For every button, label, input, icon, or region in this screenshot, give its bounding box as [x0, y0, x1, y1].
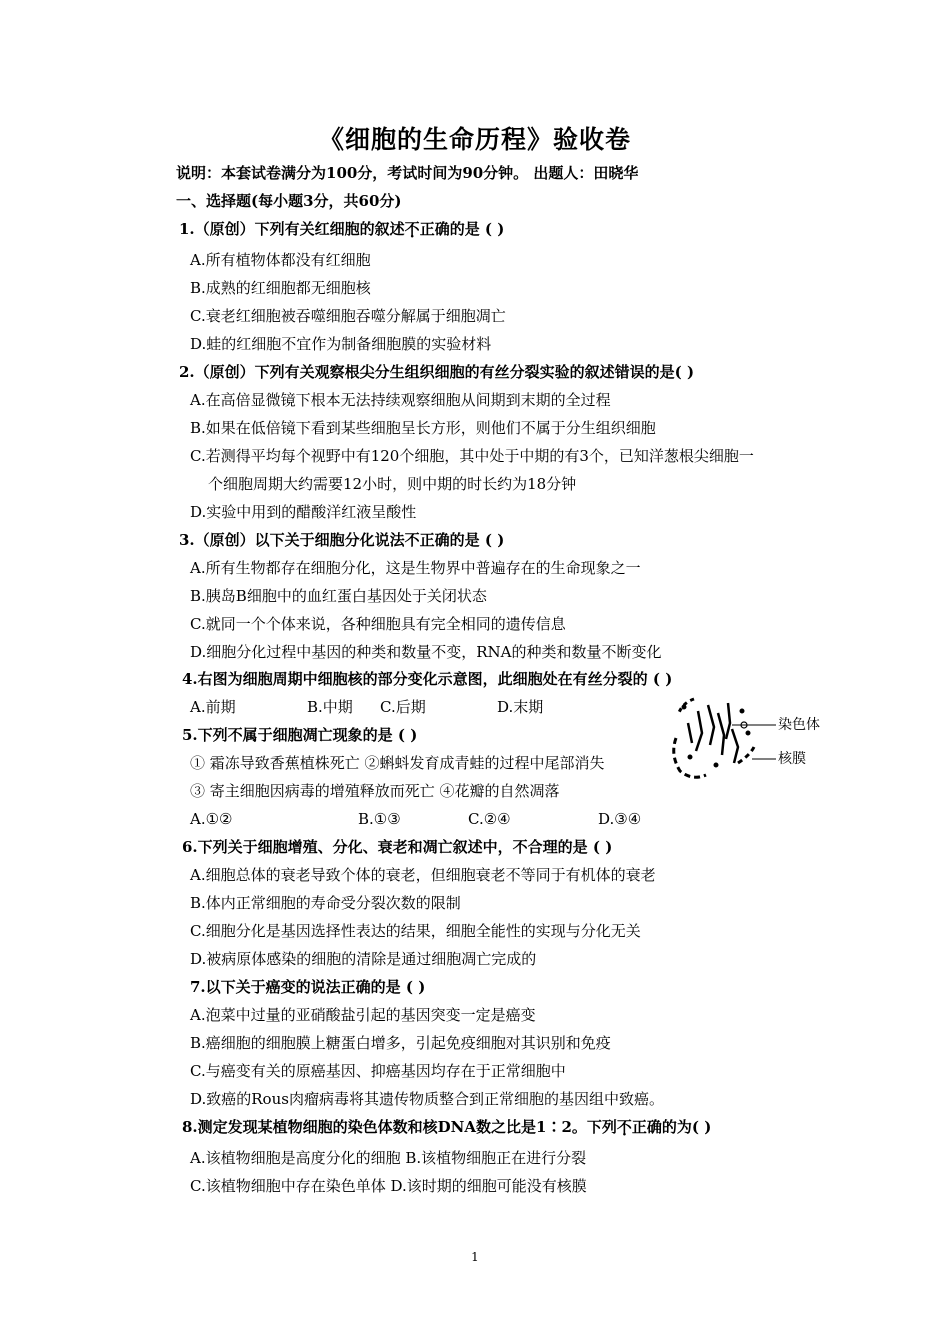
question-4-option: D.末期 [497, 698, 544, 716]
question-6-option: C.细胞分化是基因选择性表达的结果，细胞全能性的实现与分化无关 [190, 922, 641, 940]
question-7-option: A.泡菜中过量的亚硝酸盐引起的基因突变一定是癌变 [190, 1006, 536, 1024]
label-chromosome: 染色体 [778, 717, 820, 733]
question-8-option: A.该植物细胞是高度分化的细胞 B.该植物细胞正在进行分裂 [190, 1149, 587, 1167]
question-4-option: B.中期 [307, 698, 353, 716]
page-title: 《细胞的生命历程》验收卷 [318, 125, 631, 154]
question-2-option: B.如果在低倍镜下看到某些细胞呈长方形，则他们不属于分生组织细胞 [190, 419, 656, 437]
nucleus-diagram [668, 693, 838, 788]
question-5-option: A.①② [190, 810, 233, 828]
emphasis-dot: 不 [616, 1118, 632, 1136]
question-1-option: A.所有植物体都没有红细胞 [190, 251, 371, 269]
section-heading: 一、选择题(每小题3分，共60分) [176, 192, 402, 210]
question-4-option: A.前期 [190, 698, 236, 716]
label-nuclear-membrane: 核膜 [778, 751, 806, 767]
question-8-stem: 8.测定发现某植物细胞的染色体数和核DNA数之比是1∶2。下列不正确的为( ) [182, 1118, 712, 1136]
question-5-option: B.①③ [358, 810, 401, 828]
question-7-option: D.致癌的Rous肉瘤病毒将其遗传物质整合到正常细胞的基因组中致癌。 [190, 1090, 664, 1108]
question-3-option: D.细胞分化过程中基因的种类和数量不变，RNA的种类和数量不断变化 [190, 643, 662, 661]
question-4-stem: 4.右图为细胞周期中细胞核的部分变化示意图，此细胞处在有丝分裂的 ( ) [182, 670, 673, 688]
question-2-option: C.若测得平均每个视野中有120个细胞，其中处于中期的有3个，已知洋葱根尖细胞一 [190, 447, 754, 465]
question-1-option: D.蛙的红细胞不宜作为制备细胞膜的实验材料 [190, 335, 492, 353]
question-5-items: ③ 寄主细胞因病毒的增殖释放而死亡 ④花瓣的自然凋落 [190, 782, 560, 800]
question-7-stem: 7.以下关于癌变的说法正确的是 ( ) [190, 978, 426, 996]
question-2-option: D.实验中用到的醋酸洋红液呈酸性 [190, 503, 417, 521]
question-5-items: ① 霜冻导致香蕉植株死亡 ②蝌蚪发育成青蛙的过程中尾部消失 [190, 754, 605, 772]
question-2-stem: 2.（原创）下列有关观察根尖分生组织细胞的有丝分裂实验的叙述错误的是( ) [179, 363, 695, 381]
question-3-stem: 3.（原创）以下关于细胞分化说法不正确的是 ( ) [179, 531, 505, 549]
question-6-option: B.体内正常细胞的寿命受分裂次数的限制 [190, 894, 461, 912]
question-3-option: C.就同一个个体来说，各种细胞具有完全相同的遗传信息 [190, 615, 566, 633]
exam-note: 说明：本套试卷满分为100分，考试时间为90分钟。 出题人：田晓华 [176, 164, 639, 182]
question-1-option: B.成熟的红细胞都无细胞核 [190, 279, 371, 297]
question-4-option: C.后期 [380, 698, 426, 716]
question-2-option-cont: 个细胞周期大约需要12小时，则中期的时长约为18分钟 [208, 475, 577, 493]
emphasis-dot: 不 [404, 220, 420, 238]
question-7-option: B.癌细胞的细胞膜上糖蛋白增多，引起免疫细胞对其识别和免疫 [190, 1034, 611, 1052]
nucleus-diagram-svg [668, 693, 838, 788]
question-5-stem: 5.下列不属于细胞凋亡现象的是 ( ) [182, 726, 418, 744]
question-1-stem: 1.（原创）下列有关红细胞的叙述不正确的是 ( ) [179, 220, 505, 238]
question-7-option: C.与癌变有关的原癌基因、抑癌基因均存在于正常细胞中 [190, 1062, 566, 1080]
question-2-option: A.在高倍显微镜下根本无法持续观察细胞从间期到末期的全过程 [190, 391, 611, 409]
page-number: 1 [471, 1250, 479, 1264]
question-3-option: A.所有生物都存在细胞分化，这是生物界中普遍存在的生命现象之一 [190, 559, 641, 577]
question-1-option: C.衰老红细胞被吞噬细胞吞噬分解属于细胞凋亡 [190, 307, 506, 325]
question-5-option: C.②④ [468, 810, 511, 828]
question-5-option: D.③④ [598, 810, 642, 828]
question-3-option: B.胰岛B细胞中的血红蛋白基因处于关闭状态 [190, 587, 487, 605]
question-6-option: A.细胞总体的衰老导致个体的衰老，但细胞衰老不等同于有机体的衰老 [190, 866, 656, 884]
question-6-stem: 6.下列关于细胞增殖、分化、衰老和凋亡叙述中，不合理的是 ( ) [182, 838, 613, 856]
question-8-option: C.该植物细胞中存在染色单体 D.该时期的细胞可能没有核膜 [190, 1177, 587, 1195]
question-6-option: D.被病原体感染的细胞的清除是通过细胞凋亡完成的 [190, 950, 537, 968]
